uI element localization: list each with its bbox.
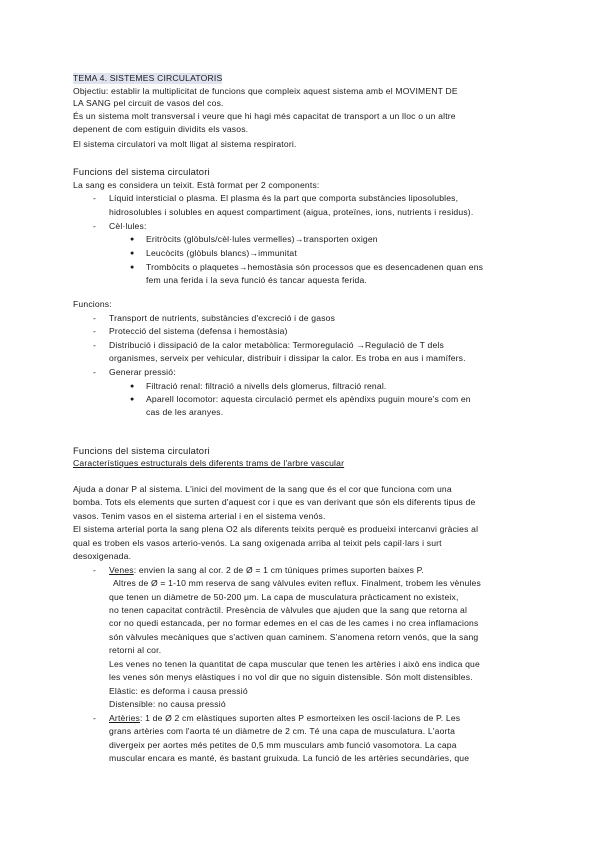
list-item: Cèl·lules: — [109, 221, 147, 231]
arteries-line: grans artèries com l'aorta té un diàmetre de 2 cm. Té una capa de musculatura. L'aorta — [109, 726, 456, 736]
list-item: Trombòcits o plaquetes→hemostàsia són processos que es desencadenen quan ens — [146, 262, 484, 272]
venes-first-text: : envien la sang al cor. 2 de Ø = 1 cm túniques primes suporten baixes P. — [133, 565, 424, 575]
venes-line: cor no quedi estancada, per no formar edemes en el cas de les cames i no crea inflamacions — [109, 618, 479, 628]
section-text: La sang es considera un teixit. Està format per 2 components: — [73, 180, 320, 190]
venes-line: Les venes no tenen la quantitat de capa muscular que tenen les artèries i això ens indica que — [109, 659, 480, 669]
dash-marker: - — [93, 340, 96, 350]
dash-marker: - — [93, 313, 96, 323]
list-item: Protecció del sistema (defensa i hemostàsia) — [109, 326, 288, 336]
section-heading: Funcions del sistema circulatori — [73, 166, 210, 177]
section-heading: Funcions del sistema circulatori — [73, 445, 210, 456]
dash-marker: - — [93, 193, 96, 203]
dash-marker: - — [93, 326, 96, 336]
document-title: TEMA 4. SISTEMES CIRCULATORIS — [73, 73, 223, 83]
arteries-line: muscular encara es manté, és bastant gruixuda. La funció de les artèries secundàries, que — [109, 753, 470, 763]
intro-line: És un sistema molt transversal i veure que hi hagi més capacitat de transport a un lloc o un altre — [73, 111, 456, 121]
section-text: Funcions: — [73, 299, 112, 309]
list-item: Filtració renal: filtració a nivells dels glomerus, filtració renal. — [146, 381, 387, 391]
bullet-marker: ● — [130, 396, 135, 403]
paragraph-line: Ajuda a donar P al sistema. L'inici del moviment de la sang que és el cor que funciona com una — [73, 484, 452, 494]
list-item: hidrosolubles i solubles en aquest compartiment (aigua, proteïnes, ions, nutrients i residus). — [109, 207, 474, 217]
list-item: Eritròcits (glòbuls/cèl·lules vermelles)→transporten oxigen — [146, 234, 378, 244]
bullet-marker: ● — [130, 264, 135, 271]
list-item: cas de les aranyes. — [146, 407, 224, 417]
paragraph-line: qual es troben els vasos arterio-venós. La sang oxigenada arriba al teixit pels capil·lars i surt — [73, 538, 442, 548]
section-subheading: Característiques estructurals dels diferents trams de l'arbre vascular — [73, 458, 345, 468]
paragraph-line: vasos. Tenim vasos en el sistema arterial i en el sistema venós. — [73, 511, 326, 521]
bullet-marker: ● — [130, 250, 135, 257]
bullet-marker: ● — [130, 383, 135, 390]
venes-line: Elàstic: es deforma i causa pressió — [109, 686, 248, 696]
bullet-marker: ● — [130, 236, 135, 243]
list-item: Leucòcits (glòbuls blancs)→immunitat — [146, 248, 297, 258]
venes-line: les venes són menys elàstiques i no vol dir que no siguin distensible. Són molt distensibles. — [109, 672, 473, 682]
arteries-label: Artèries — [109, 713, 140, 723]
paragraph-line: desoxigenada. — [73, 551, 132, 561]
dash-marker: - — [93, 713, 96, 723]
intro-line: depenent de com estiguin dividits els vasos. — [73, 124, 249, 134]
intro-line: El sistema circulatori va molt lligat al sistema respiratori. — [73, 139, 297, 149]
list-item: Distribució i dissipació de la calor metabòlica: Termoregulació →Regulació de T dels — [109, 340, 444, 350]
arteries-first-line — [109, 713, 460, 724]
intro-line: Objectiu: establir la multiplicitat de funcions que compleix aquest sistema amb el MOVIMENT DE — [73, 86, 458, 96]
dash-marker: - — [93, 367, 96, 377]
list-item: Líquid intersticial o plasma. El plasma és la part que comporta substàncies liposolubles, — [109, 193, 459, 203]
venes-line: que tenen un diàmetre de 50-200 μm. La capa de musculatura pràcticament no existeix, — [109, 592, 459, 602]
venes-label: Venes — [109, 565, 134, 575]
dash-marker: - — [93, 221, 96, 231]
paragraph-line: El sistema arterial porta la sang plena O2 als diferents teixits perquè es produeixi intercanvi gràcies al — [73, 524, 479, 534]
venes-line: són vàlvules mecàniques que s'activen quan caminem. S'anomena retorn venós, que la sang — [109, 632, 479, 642]
intro-line: LA SANG pel circuit de vasos del cos. — [73, 98, 224, 108]
list-item: Aparell locomotor: aquesta circulació permet els apèndixs puguin moure's com en — [146, 394, 471, 404]
list-item: fem una ferida i la seva funció és tancar aquesta ferida. — [146, 275, 367, 285]
list-item: Generar pressió: — [109, 367, 176, 377]
venes-first-line — [109, 565, 424, 576]
venes-line: Distensible: no causa pressió — [109, 699, 226, 709]
list-item: organismes, serveix per vehicular, distribuir i dissipar la calor. Es troba en aus i mamífers. — [109, 353, 466, 363]
venes-line: retorni al cor. — [109, 645, 162, 655]
arteries-line: divergeix per aortes més petites de 0,5 mm musculars amb funció vasomotora. La capa — [109, 740, 457, 750]
arteries-first-text: : 1 de Ø 2 cm elàstiques suporten altes P esmorteixen les oscil·lacions de P. Les — [139, 713, 461, 723]
list-item: Transport de nutrients, substàncies d'excreció i de gasos — [109, 313, 336, 323]
venes-line: Altres de Ø = 1-10 mm reserva de sang vàlvules eviten reflux. Finalment, trobem les vènules — [113, 578, 481, 588]
venes-line: no tenen capacitat contràctil. Presència de vàlvules que ajuden que la sang que retorna al — [109, 605, 468, 615]
dash-marker: - — [93, 565, 96, 575]
paragraph-line: bomba. Tots els elements que surten d'aquest cor i que es van derivant que són els diferents tipus de — [73, 497, 476, 507]
